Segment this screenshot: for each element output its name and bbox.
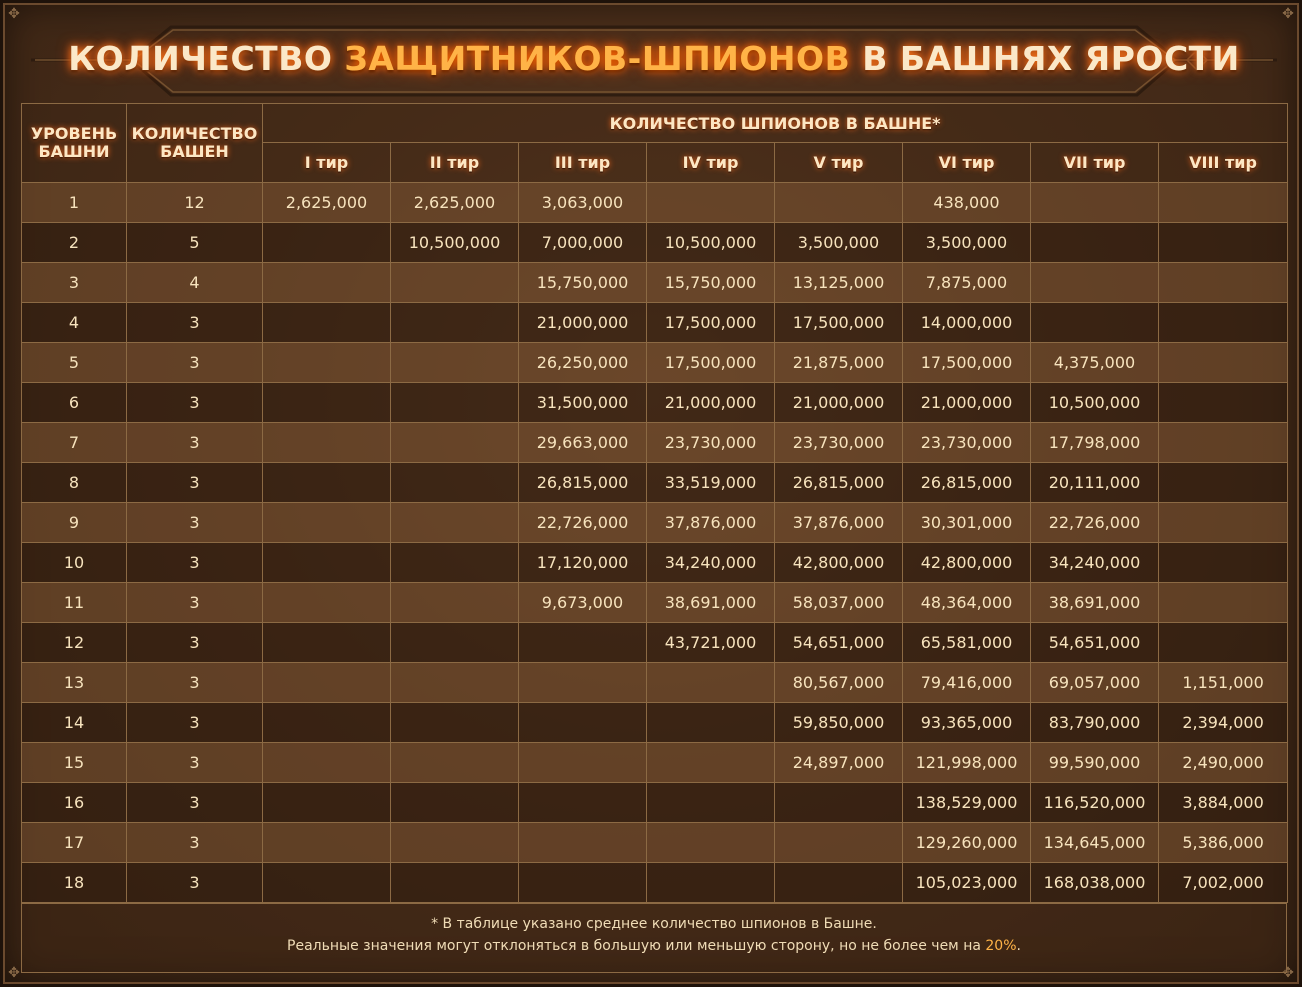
cell-tower-count: 3 [127, 743, 263, 783]
cell-spy-count [391, 663, 519, 703]
cell-spy-count: 65,581,000 [903, 623, 1031, 663]
cell-spy-count: 14,000,000 [903, 303, 1031, 343]
cell-tower-count: 3 [127, 383, 263, 423]
cell-tower-level: 3 [22, 263, 127, 303]
cell-spy-count [391, 423, 519, 463]
cell-tower-level: 1 [22, 183, 127, 223]
cell-spy-count [263, 783, 391, 823]
cell-spy-count [775, 183, 903, 223]
cell-spy-count [263, 343, 391, 383]
cell-tower-level: 7 [22, 423, 127, 463]
cell-spy-count [263, 583, 391, 623]
cell-spy-count: 129,260,000 [903, 823, 1031, 863]
header-tier: VII тир [1031, 143, 1159, 183]
cell-spy-count [1159, 183, 1288, 223]
cell-spy-count: 17,798,000 [1031, 423, 1159, 463]
table-row [22, 223, 1288, 263]
table-row [22, 543, 1288, 583]
title-text: В БАШНЯХ ЯРОСТИ [850, 39, 1240, 78]
cell-tower-level: 13 [22, 663, 127, 703]
cell-spy-count: 121,998,000 [903, 743, 1031, 783]
header-tower-count: КОЛИЧЕСТВО БАШЕН [127, 104, 263, 183]
header-spies-per-tower: КОЛИЧЕСТВО ШПИОНОВ В БАШНЕ* [263, 104, 1288, 143]
cell-spy-count [391, 743, 519, 783]
page-title [21, 39, 1287, 78]
cell-spy-count [1159, 543, 1288, 583]
cell-spy-count: 9,673,000 [519, 583, 647, 623]
cell-spy-count [263, 303, 391, 343]
cell-spy-count [1159, 303, 1288, 343]
table-row [22, 503, 1288, 543]
cell-spy-count: 10,500,000 [647, 223, 775, 263]
cell-spy-count: 31,500,000 [519, 383, 647, 423]
cell-spy-count: 83,790,000 [1031, 703, 1159, 743]
cell-spy-count [647, 783, 775, 823]
table-row [22, 423, 1288, 463]
header-tier: I тир [263, 143, 391, 183]
cell-spy-count: 2,490,000 [1159, 743, 1288, 783]
cell-spy-count: 54,651,000 [775, 623, 903, 663]
title-bar [21, 17, 1287, 103]
cell-spy-count: 22,726,000 [519, 503, 647, 543]
cell-tower-count: 3 [127, 823, 263, 863]
cell-spy-count [1031, 263, 1159, 303]
cell-tower-level: 18 [22, 863, 127, 903]
cell-spy-count: 13,125,000 [775, 263, 903, 303]
cell-spy-count [391, 503, 519, 543]
cell-spy-count: 21,000,000 [903, 383, 1031, 423]
cell-spy-count [1031, 183, 1159, 223]
cell-spy-count: 42,800,000 [775, 543, 903, 583]
cell-spy-count [391, 623, 519, 663]
title-accent-text: ЗАЩИТНИКОВ-ШПИОНОВ [344, 39, 851, 78]
cell-spy-count [1159, 263, 1288, 303]
cell-tower-count: 3 [127, 663, 263, 703]
cell-tower-count: 3 [127, 303, 263, 343]
cell-spy-count [391, 303, 519, 343]
cell-spy-count: 168,038,000 [1031, 863, 1159, 903]
cell-tower-level: 16 [22, 783, 127, 823]
cell-spy-count [391, 703, 519, 743]
cell-spy-count [391, 343, 519, 383]
corner-ornament-icon: ✥ [8, 965, 20, 981]
cell-spy-count: 438,000 [903, 183, 1031, 223]
cell-spy-count [1159, 383, 1288, 423]
cell-spy-count: 134,645,000 [1031, 823, 1159, 863]
table-row [22, 463, 1288, 503]
cell-spy-count: 10,500,000 [391, 223, 519, 263]
table-row [22, 343, 1288, 383]
cell-spy-count [263, 223, 391, 263]
title-text: КОЛИЧЕСТВО [68, 39, 345, 78]
cell-spy-count: 26,815,000 [775, 463, 903, 503]
cell-spy-count: 23,730,000 [903, 423, 1031, 463]
footnote-line-2: Реальные значения могут отклоняться в большую или меньшую сторону, но не более чем на 20%. [287, 938, 1021, 954]
cell-spy-count [391, 263, 519, 303]
header-tier: VI тир [903, 143, 1031, 183]
table-row [22, 383, 1288, 423]
cell-spy-count: 3,884,000 [1159, 783, 1288, 823]
cell-spy-count: 34,240,000 [1031, 543, 1159, 583]
cell-spy-count [263, 503, 391, 543]
cell-spy-count: 21,000,000 [519, 303, 647, 343]
cell-spy-count [1159, 623, 1288, 663]
cell-tower-count: 3 [127, 463, 263, 503]
cell-spy-count [1159, 343, 1288, 383]
table-row [22, 783, 1288, 823]
cell-spy-count: 22,726,000 [1031, 503, 1159, 543]
cell-spy-count [519, 703, 647, 743]
cell-tower-level: 17 [22, 823, 127, 863]
cell-tower-level: 2 [22, 223, 127, 263]
cell-tower-count: 3 [127, 863, 263, 903]
header-tier: V тир [775, 143, 903, 183]
cell-spy-count [1031, 303, 1159, 343]
header-tier: III тир [519, 143, 647, 183]
table-body [22, 183, 1288, 903]
cell-spy-count [519, 823, 647, 863]
cell-spy-count: 26,815,000 [903, 463, 1031, 503]
cell-spy-count: 21,875,000 [775, 343, 903, 383]
cell-spy-count: 17,500,000 [647, 303, 775, 343]
cell-tower-count: 3 [127, 583, 263, 623]
header-tier: VIII тир [1159, 143, 1288, 183]
cell-spy-count [647, 743, 775, 783]
cell-spy-count [647, 863, 775, 903]
cell-spy-count [263, 383, 391, 423]
cell-spy-count: 7,000,000 [519, 223, 647, 263]
cell-spy-count [1159, 503, 1288, 543]
cell-spy-count [391, 783, 519, 823]
cell-spy-count [263, 823, 391, 863]
cell-spy-count: 1,151,000 [1159, 663, 1288, 703]
cell-spy-count: 17,500,000 [903, 343, 1031, 383]
table-row [22, 703, 1288, 743]
cell-spy-count: 15,750,000 [519, 263, 647, 303]
cell-spy-count: 7,002,000 [1159, 863, 1288, 903]
cell-spy-count: 7,875,000 [903, 263, 1031, 303]
cell-spy-count [263, 623, 391, 663]
cell-spy-count [1159, 463, 1288, 503]
cell-tower-count: 3 [127, 703, 263, 743]
cell-spy-count [775, 863, 903, 903]
cell-tower-count: 3 [127, 343, 263, 383]
cell-tower-count: 3 [127, 543, 263, 583]
cell-spy-count [391, 583, 519, 623]
cell-spy-count [391, 863, 519, 903]
cell-tower-count: 3 [127, 423, 263, 463]
cell-spy-count: 20,111,000 [1031, 463, 1159, 503]
cell-spy-count: 79,416,000 [903, 663, 1031, 703]
cell-tower-level: 12 [22, 623, 127, 663]
cell-spy-count [263, 263, 391, 303]
cell-spy-count: 93,365,000 [903, 703, 1031, 743]
cell-spy-count [391, 543, 519, 583]
cell-spy-count: 54,651,000 [1031, 623, 1159, 663]
cell-spy-count [519, 863, 647, 903]
table-row [22, 863, 1288, 903]
cell-spy-count: 15,750,000 [647, 263, 775, 303]
cell-tower-level: 15 [22, 743, 127, 783]
table-row [22, 743, 1288, 783]
table-row [22, 303, 1288, 343]
cell-spy-count: 59,850,000 [775, 703, 903, 743]
cell-spy-count [775, 783, 903, 823]
cell-spy-count [647, 703, 775, 743]
cell-spy-count [263, 463, 391, 503]
table-row [22, 823, 1288, 863]
footnote [21, 903, 1287, 973]
cell-spy-count: 37,876,000 [775, 503, 903, 543]
cell-spy-count: 105,023,000 [903, 863, 1031, 903]
corner-ornament-icon: ✥ [1282, 6, 1294, 22]
cell-spy-count: 37,876,000 [647, 503, 775, 543]
cell-tower-count: 4 [127, 263, 263, 303]
cell-spy-count: 2,394,000 [1159, 703, 1288, 743]
header-tier: IV тир [647, 143, 775, 183]
cell-spy-count: 21,000,000 [775, 383, 903, 423]
cell-spy-count: 34,240,000 [647, 543, 775, 583]
cell-spy-count [1159, 423, 1288, 463]
cell-spy-count [1159, 223, 1288, 263]
cell-spy-count: 3,500,000 [775, 223, 903, 263]
cell-spy-count: 99,590,000 [1031, 743, 1159, 783]
cell-spy-count: 17,500,000 [647, 343, 775, 383]
cell-spy-count [263, 543, 391, 583]
cell-spy-count [1031, 223, 1159, 263]
corner-ornament-icon: ✥ [8, 6, 20, 22]
cell-spy-count: 58,037,000 [775, 583, 903, 623]
cell-spy-count: 33,519,000 [647, 463, 775, 503]
header-tier: II тир [391, 143, 519, 183]
cell-tower-level: 8 [22, 463, 127, 503]
cell-spy-count: 4,375,000 [1031, 343, 1159, 383]
cell-spy-count: 24,897,000 [775, 743, 903, 783]
cell-spy-count: 26,815,000 [519, 463, 647, 503]
cell-spy-count: 10,500,000 [1031, 383, 1159, 423]
cell-spy-count [263, 743, 391, 783]
cell-spy-count [391, 823, 519, 863]
cell-tower-level: 6 [22, 383, 127, 423]
cell-spy-count [1159, 583, 1288, 623]
table-row [22, 183, 1288, 223]
cell-spy-count: 42,800,000 [903, 543, 1031, 583]
cell-spy-count: 138,529,000 [903, 783, 1031, 823]
cell-spy-count [519, 743, 647, 783]
table-row [22, 583, 1288, 623]
cell-tower-count: 12 [127, 183, 263, 223]
cell-spy-count [647, 663, 775, 703]
corner-ornament-icon: ✥ [1282, 965, 1294, 981]
cell-spy-count: 2,625,000 [391, 183, 519, 223]
cell-spy-count: 116,520,000 [1031, 783, 1159, 823]
footnote-highlight: 20% [985, 938, 1017, 954]
cell-spy-count [519, 663, 647, 703]
cell-tower-level: 5 [22, 343, 127, 383]
footnote-line-1: * В таблице указано среднее количество шпионов в Башне. [431, 916, 877, 932]
cell-spy-count: 30,301,000 [903, 503, 1031, 543]
cell-spy-count: 23,730,000 [775, 423, 903, 463]
cell-spy-count [263, 863, 391, 903]
cell-spy-count: 5,386,000 [1159, 823, 1288, 863]
cell-tower-count: 5 [127, 223, 263, 263]
cell-tower-count: 3 [127, 503, 263, 543]
cell-tower-count: 3 [127, 783, 263, 823]
cell-spy-count: 3,063,000 [519, 183, 647, 223]
cell-spy-count: 21,000,000 [647, 383, 775, 423]
cell-tower-level: 10 [22, 543, 127, 583]
cell-spy-count: 26,250,000 [519, 343, 647, 383]
cell-spy-count [519, 783, 647, 823]
cell-spy-count: 69,057,000 [1031, 663, 1159, 703]
cell-spy-count: 17,500,000 [775, 303, 903, 343]
cell-spy-count: 23,730,000 [647, 423, 775, 463]
cell-tower-level: 11 [22, 583, 127, 623]
cell-spy-count: 29,663,000 [519, 423, 647, 463]
spies-table [21, 103, 1288, 903]
table-row [22, 263, 1288, 303]
cell-spy-count [263, 423, 391, 463]
cell-spy-count: 43,721,000 [647, 623, 775, 663]
cell-tower-count: 3 [127, 623, 263, 663]
cell-spy-count: 48,364,000 [903, 583, 1031, 623]
cell-spy-count [263, 703, 391, 743]
cell-spy-count [391, 463, 519, 503]
cell-tower-level: 14 [22, 703, 127, 743]
cell-spy-count [647, 183, 775, 223]
cell-spy-count [263, 663, 391, 703]
cell-tower-level: 9 [22, 503, 127, 543]
cell-spy-count: 38,691,000 [1031, 583, 1159, 623]
cell-spy-count: 38,691,000 [647, 583, 775, 623]
cell-spy-count: 2,625,000 [263, 183, 391, 223]
cell-spy-count [391, 383, 519, 423]
cell-tower-level: 4 [22, 303, 127, 343]
table-row [22, 623, 1288, 663]
header-tower-level: УРОВЕНЬ БАШНИ [22, 104, 127, 183]
cell-spy-count [519, 623, 647, 663]
cell-spy-count [775, 823, 903, 863]
cell-spy-count [647, 823, 775, 863]
cell-spy-count: 17,120,000 [519, 543, 647, 583]
table-row [22, 663, 1288, 703]
cell-spy-count: 3,500,000 [903, 223, 1031, 263]
cell-spy-count: 80,567,000 [775, 663, 903, 703]
